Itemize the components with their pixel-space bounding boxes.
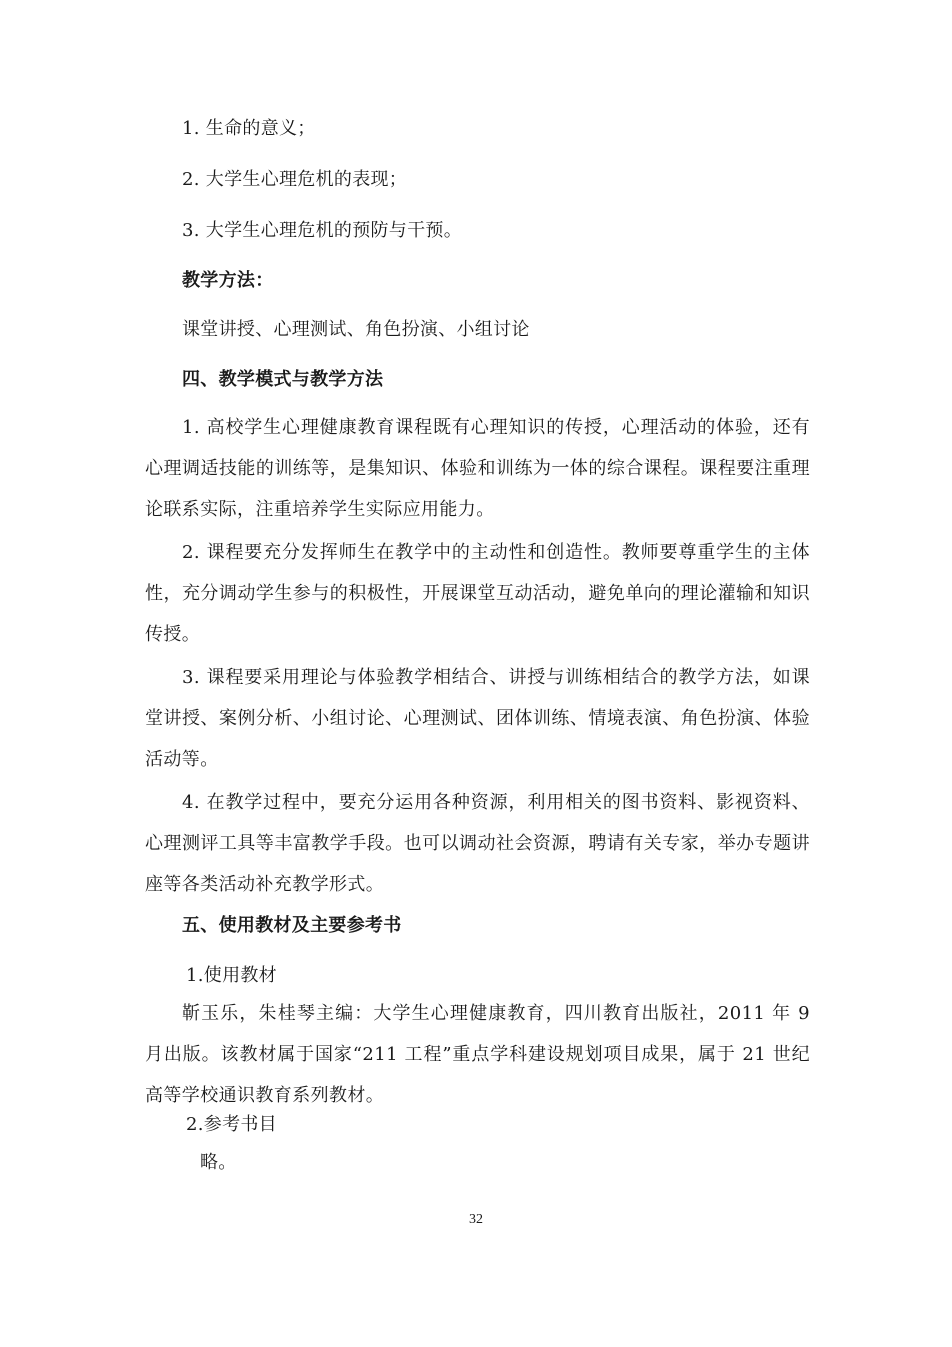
- list-item: 1. 生命的意义；: [182, 118, 316, 139]
- paragraph: 3. 课程要采用理论与体验教学相结合、讲授与训练相结合的教学方法，如课堂讲授、案例分析、小组讨论、心理测试、团体训练、情境表演、角色扮演、体验活动等。: [145, 667, 810, 770]
- paragraph: 2. 课程要充分发挥师生在教学中的主动性和创造性。教师要尊重学生的主体性，充分调动学生参与的积极性，开展课堂互动活动，避免单向的理论灌输和知识传授。: [145, 542, 810, 645]
- subsection-label: 1.使用教材: [186, 965, 277, 986]
- page-number: 32: [469, 1212, 483, 1227]
- references-text: 略。: [200, 1152, 237, 1173]
- teaching-methods-heading: 教学方法：: [182, 270, 274, 291]
- teaching-methods-text: 课堂讲授、心理测试、角色扮演、小组讨论: [182, 319, 530, 340]
- subsection-label: 2.参考书目: [186, 1114, 277, 1135]
- section-heading: 四、教学模式与教学方法: [182, 369, 384, 390]
- list-item: 3. 大学生心理危机的预防与干预。: [182, 220, 462, 241]
- section-heading: 五、使用教材及主要参考书: [182, 915, 402, 936]
- paragraph: 靳玉乐，朱桂琴主编：大学生心理健康教育，四川教育出版社，2011 年 9 月出版。该教材属于国家“211 工程”重点学科建设规划项目成果，属于 21 世纪高等学校通识教育系列教材。: [145, 1003, 810, 1106]
- paragraph: 4. 在教学过程中，要充分运用各种资源，利用相关的图书资料、影视资料、心理测评工具等丰富教学手段。也可以调动社会资源，聘请有关专家，举办专题讲座等各类活动补充教学形式。: [145, 792, 810, 895]
- paragraph: 1. 高校学生心理健康教育课程既有心理知识的传授，心理活动的体验，还有心理调适技能的训练等，是集知识、体验和训练为一体的综合课程。课程要注重理论联系实际，注重培养学生实际应用能力。: [145, 417, 810, 520]
- list-item: 2. 大学生心理危机的表现；: [182, 169, 408, 190]
